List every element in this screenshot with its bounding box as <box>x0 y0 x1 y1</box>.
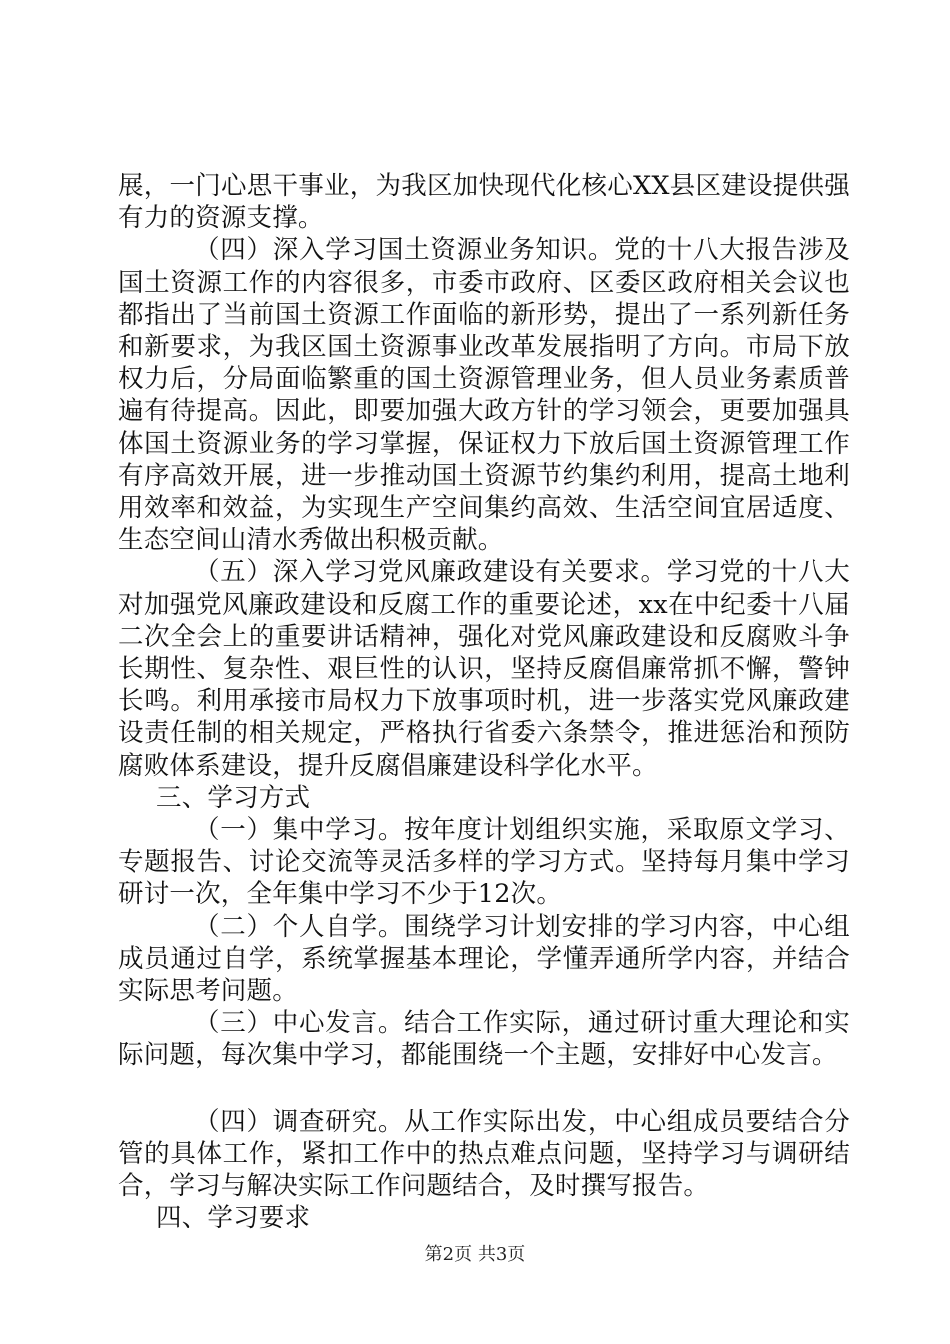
section-heading-study-requirements: 四、学习要求 <box>156 1203 311 1234</box>
paragraph-centralized-study: （一）集中学习。按年度计划组织实施，采取原文学习、专题报告、讨论交流等灵活多样的学习方式。坚持每月集中学习研讨一次，全年集中学习不少于12次。 <box>118 815 850 910</box>
paragraph-self-study: （二）个人自学。围绕学习计划安排的学习内容，中心组成员通过自学，系统掌握基本理论，学懂弄通所学内容，并结合实际思考问题。 <box>118 911 850 1007</box>
paragraph-land-resources-knowledge: （四）深入学习国土资源业务知识。党的十八大报告涉及国土资源工作的内容很多，市委市政府、区委区政府相关会议也都指出了当前国土资源工作面临的新形势，提出了一系列新任务和新要求，为我区国土资源事业改革发展指明了方向。市局下放权力后，分局面临繁重的国土资源管理业务，但人员业务素质普遍有待提高。因此，即要加强大政方针的学习领会，更要加强具体国土资源业务的学习掌握，保证权力下放后国土资源管理工作有序高效开展，进一步推动国土资源节约集约利用，提高土地利用效率和效益，为实现生产空间集约高效、生活空间宜居适度、生态空间山清水秀做出积极贡献。 <box>118 235 850 556</box>
paragraph-investigation-research: （四）调查研究。从工作实际出发，中心组成员要结合分管的具体工作，紧扣工作中的热点难点问题，坚持学习与调研结合，学习与解决实际工作问题结合，及时撰写报告。 <box>118 1106 850 1202</box>
section-heading-study-methods: 三、学习方式 <box>156 782 311 813</box>
paragraph-spacer <box>118 1072 850 1106</box>
paragraph-party-conduct: （五）深入学习党风廉政建设有关要求。学习党的十八大对加强党风廉政建设和反腐工作的重要论述，xx在中纪委十八届二次全会上的重要讲话精神，强化对党风廉政建设和反腐败斗争长期性、复杂性、艰巨性的认识，坚持反腐倡廉常抓不懈，警钟长鸣。利用承接市局权力下放事项时机，进一步落实党风廉政建设责任制的相关规定，严格执行省委六条禁令，推进惩治和预防腐败体系建设，提升反腐倡廉建设科学化水平。 <box>118 557 850 781</box>
page-footer: 第2页 共3页 <box>424 1244 526 1265</box>
paragraph-continuation: 展，一门心思干事业，为我区加快现代化核心XX县区建设提供强有力的资源支撑。 <box>118 171 850 234</box>
document-body <box>118 170 850 1235</box>
paragraph-central-speech: （三）中心发言。结合工作实际，通过研讨重大理论和实际问题，每次集中学习，都能围绕一个主题，安排好中心发言。 <box>118 1008 850 1071</box>
